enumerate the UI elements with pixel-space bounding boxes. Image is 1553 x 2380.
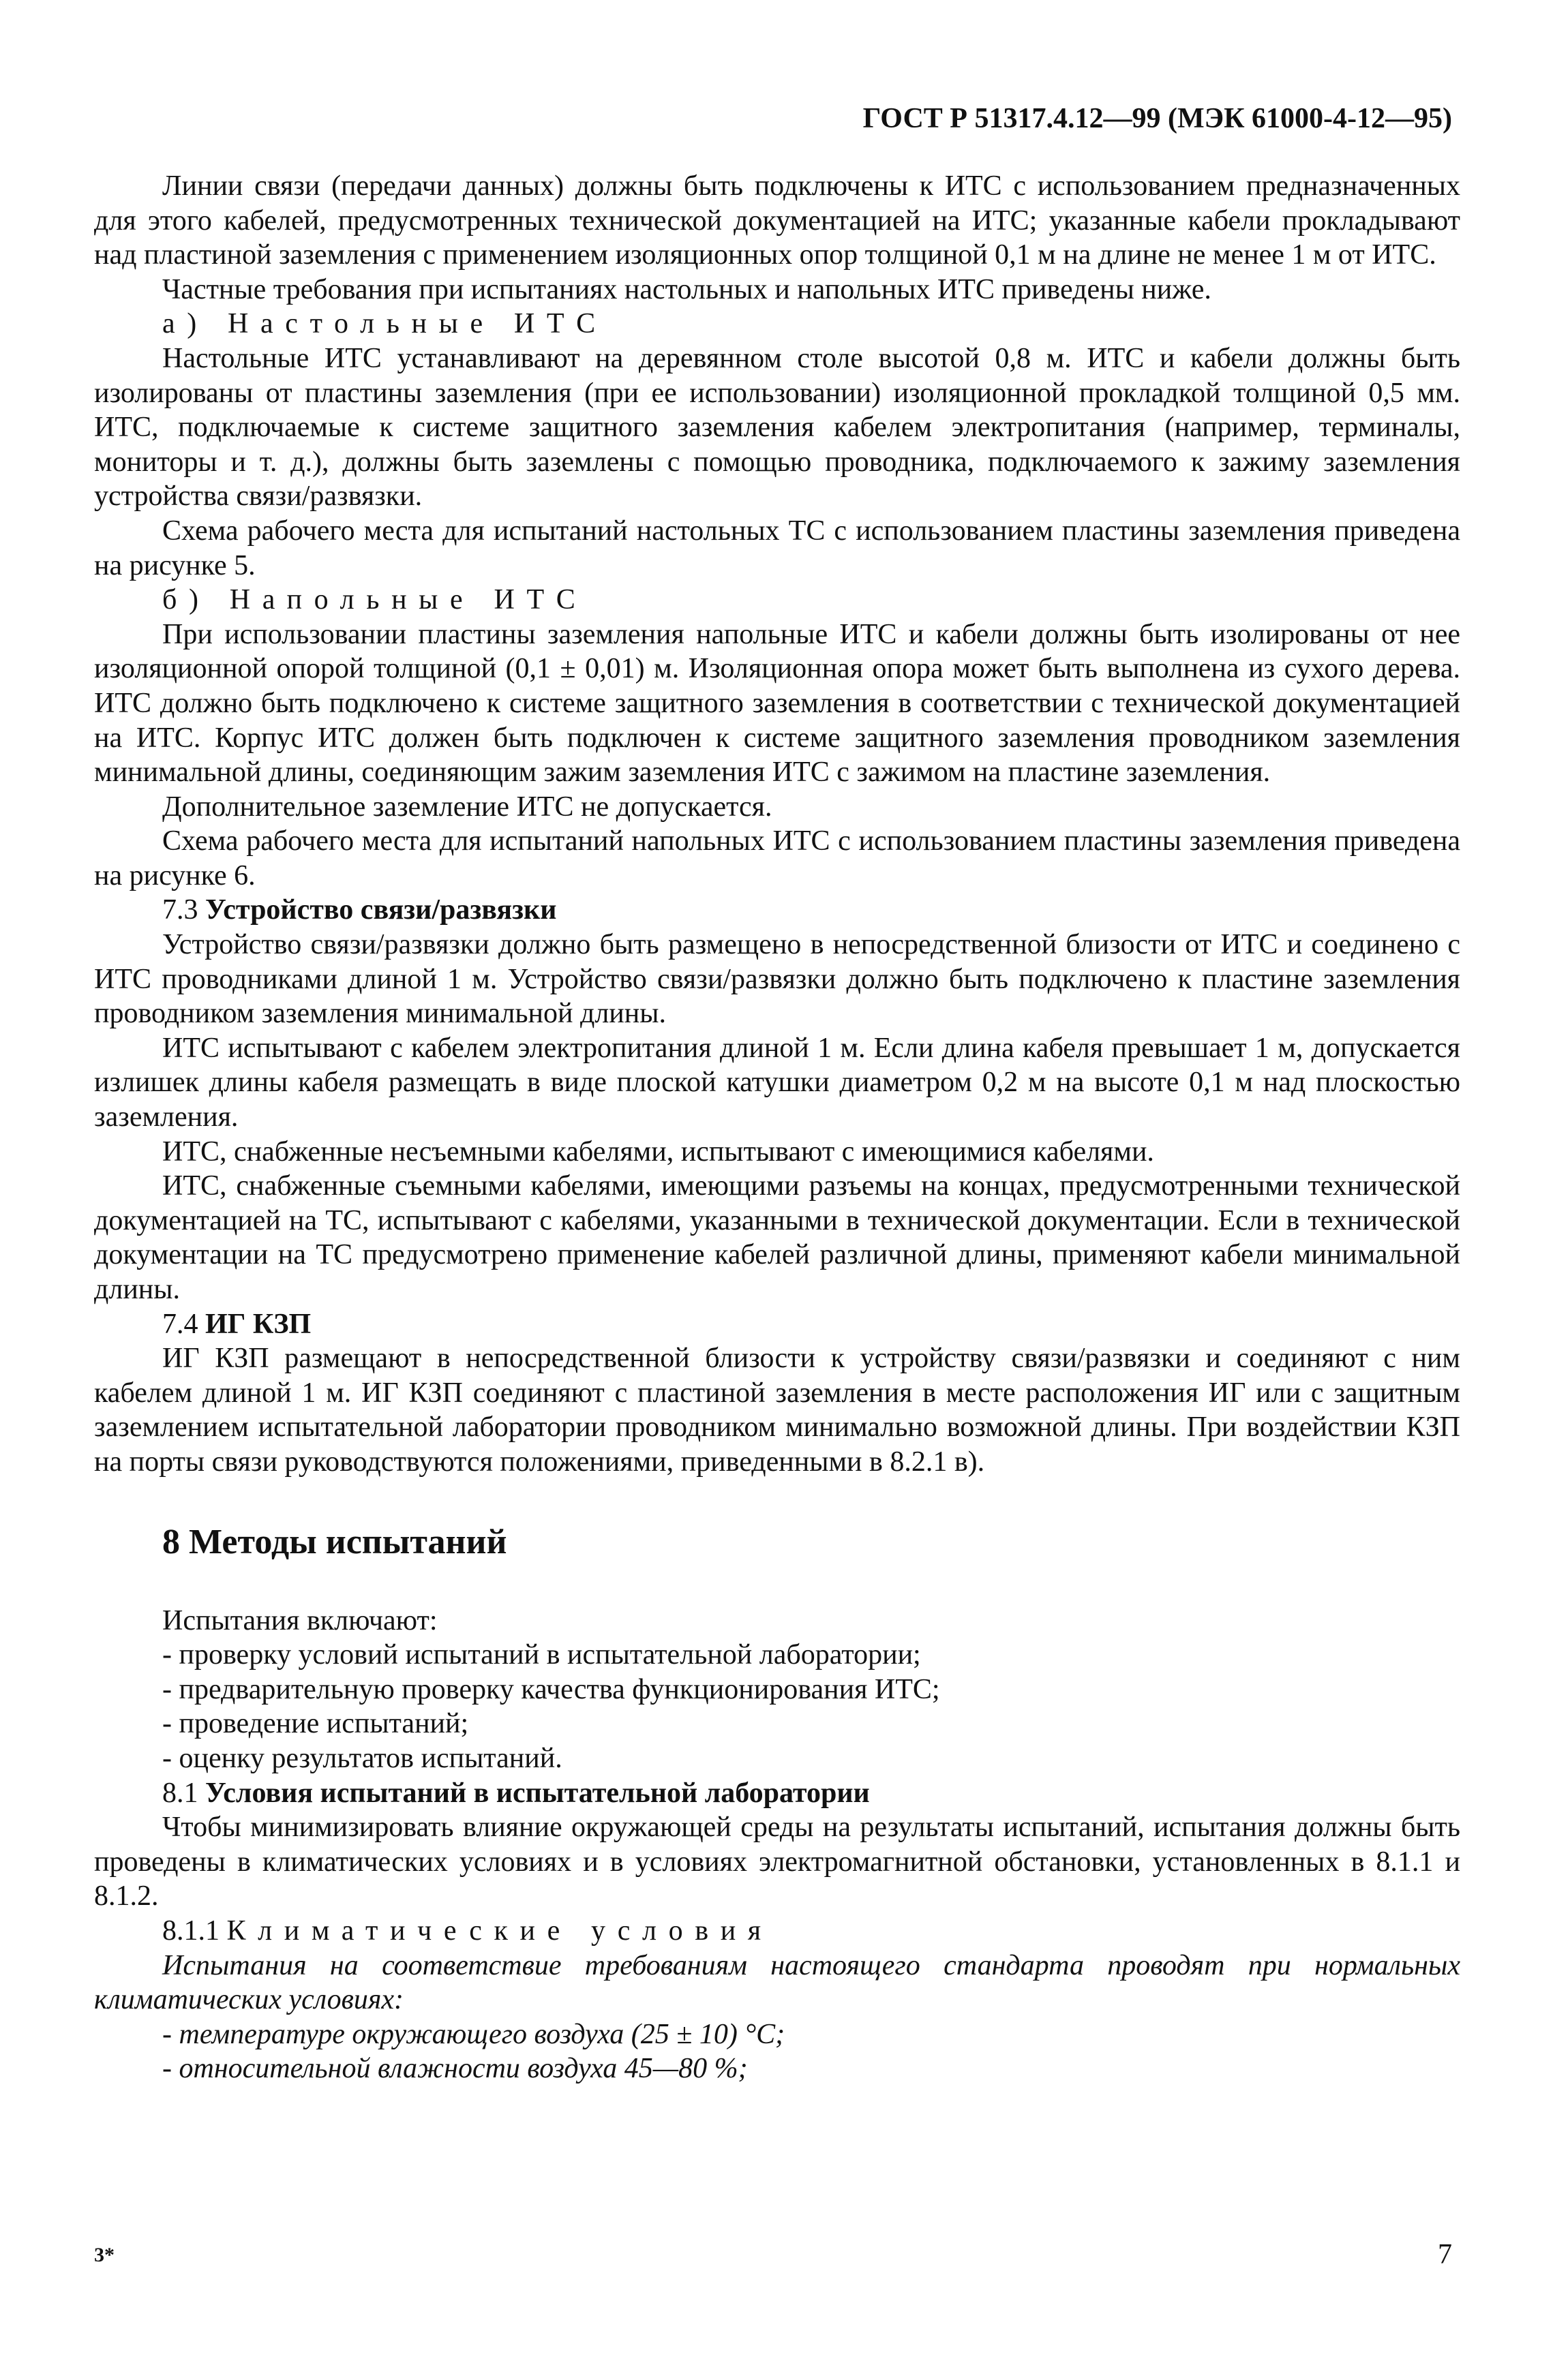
clause-title: Условия испытаний в испытательной лаборатории: [205, 1777, 870, 1809]
paragraph: При использовании пластины заземления напольные ИТС и кабели должны быть изолированы от нее изоляционной опорой толщиной (0,1 ± 0,01) м. Изоляционная опора может быть выполнена из сухого дерева. ИТС должно быть подключено к системе защитного заземления в соответствии с технической документацией на ИТС. Корпус ИТС должен быть подключен к системе защитного заземления проводником заземления минимальной длины, соединяющим зажим заземления ИТС с зажимом на пластине заземления.: [94, 618, 1460, 789]
document-body: [94, 169, 1460, 2086]
paragraph: Частные требования при испытаниях настольных и напольных ИТС приведены ниже.: [162, 273, 1211, 305]
page-number: 7: [1438, 2239, 1452, 2270]
paragraph: Дополнительное заземление ИТС не допускается.: [162, 791, 772, 823]
paragraph: Схема рабочего места для испытаний напольных ИТС с использованием пластины заземления приведена на рисунке 6.: [94, 825, 1460, 891]
clause-heading-8-1: [94, 1776, 1460, 1811]
paragraph: Чтобы минимизировать влияние окружающей среды на результаты испытаний, испытания должны быть проведены в климатических условиях и в условиях электромагнитной обстановки, установленных в 8.1.1 и 8.1.2.: [94, 1812, 1460, 1912]
list-item: - проверку условий испытаний в испытательной лаборатории;: [162, 1639, 921, 1671]
paragraph: ИГ КЗП размещают в непосредственной близости к устройству связи/развязки и соединяют с ним кабелем длиной 1 м. ИГ КЗП соединяют с пластиной заземления в месте расположения ИГ или с защитным заземлением испытательной лаборатории проводником минимально возможной длины. При воздействии КЗП на порты связи руководствуются положениями, приведенными в 8.2.1 в).: [94, 1343, 1460, 1478]
paragraph: ИТС, снабженные съемными кабелями, имеющими разъемы на концах, предусмотренными технической документацией на ТС, испытывают с кабелями, указанными в технической документации. Если в технической документации на ТС предусмотрено применение кабелей различной длины, применяют кабели минимальной длины.: [94, 1170, 1460, 1305]
paragraph-italic: Испытания на соответствие требованиям настоящего стандарта проводят при нормальных климатических условиях:: [94, 1949, 1460, 2016]
paragraph: Испытания включают:: [162, 1604, 438, 1636]
clause-number: 8.1: [162, 1777, 205, 1809]
list-item-italic: - температуре окружающего воздуха (25 ± 10) °С;: [162, 2018, 785, 2050]
subsection-label-text: а) Настольные ИТС: [162, 308, 607, 340]
clause-title: ИГ КЗП: [205, 1308, 312, 1340]
paragraph: Устройство связи/развязки должно быть размещено в непосредственной близости от ИТС и соединено с ИТС проводниками длиной 1 м. Устройство связи/развязки должно быть подключено к пластине заземления проводником заземления минимальной длины.: [94, 929, 1460, 1030]
clause-number: 7.4: [162, 1308, 205, 1340]
list-item: - проведение испытаний;: [162, 1708, 469, 1740]
clause-number: 8.1.1: [162, 1914, 227, 1947]
sheet-mark: 3*: [94, 2244, 115, 2266]
subsection-label: [94, 307, 1460, 341]
paragraph: ИТС испытывают с кабелем электропитания длиной 1 м. Если длина кабеля превышает 1 м, допускается излишек длины кабеля размещать в виде плоской катушки диаметром 0,2 м на высоте 0,1 м над плоскостью заземления.: [94, 1032, 1460, 1133]
clause-heading-7-4: [94, 1307, 1460, 1342]
paragraph: Настольные ИТС устанавливают на деревянном столе высотой 0,8 м. ИТС и кабели должны быть изолированы от пластины заземления (при ее использовании) изоляционной прокладкой толщиной 0,5 мм. ИТС, подключаемые к системе защитного заземления кабелем электропитания (например, терминалы, мониторы и т. д.), должны быть заземлены с помощью проводника, подключаемого к зажиму заземления устройства связи/развязки.: [94, 342, 1460, 513]
paragraph: Линии связи (передачи данных) должны быть подключены к ИТС с использованием предназначенных для этого кабелей, предусмотренных технической документацией на ИТС; указанные кабели прокладывают над пластиной заземления с применением изоляционных опор толщиной 0,1 м на длине не менее 1 м от ИТС.: [94, 170, 1460, 271]
document-header: ГОСТ Р 51317.4.12—99 (МЭК 61000-4-12—95): [862, 103, 1452, 134]
clause-title: Климатические условия: [226, 1914, 773, 1947]
paragraph: ИТС, снабженные несъемными кабелями, испытывают с имеющимися кабелями.: [162, 1135, 1154, 1168]
subsection-label: [94, 583, 1460, 617]
list-item: - оценку результатов испытаний.: [162, 1742, 562, 1774]
clause-heading-7-3: [94, 893, 1460, 928]
paragraph: Схема рабочего места для испытаний настольных ТС с использованием пластины заземления приведена на рисунке 5.: [94, 515, 1460, 581]
list-item: - предварительную проверку качества функционирования ИТС;: [162, 1673, 940, 1705]
clause-title: Устройство связи/развязки: [205, 894, 557, 926]
subsection-label-text: б) Напольные ИТС: [162, 584, 588, 616]
section-heading-8: 8 Методы испытаний: [162, 1522, 507, 1561]
clause-number: 7.3: [162, 894, 205, 926]
list-item-italic: - относительной влажности воздуха 45—80 %;: [162, 2053, 748, 2085]
clause-heading-8-1-1: [94, 1914, 1460, 1949]
